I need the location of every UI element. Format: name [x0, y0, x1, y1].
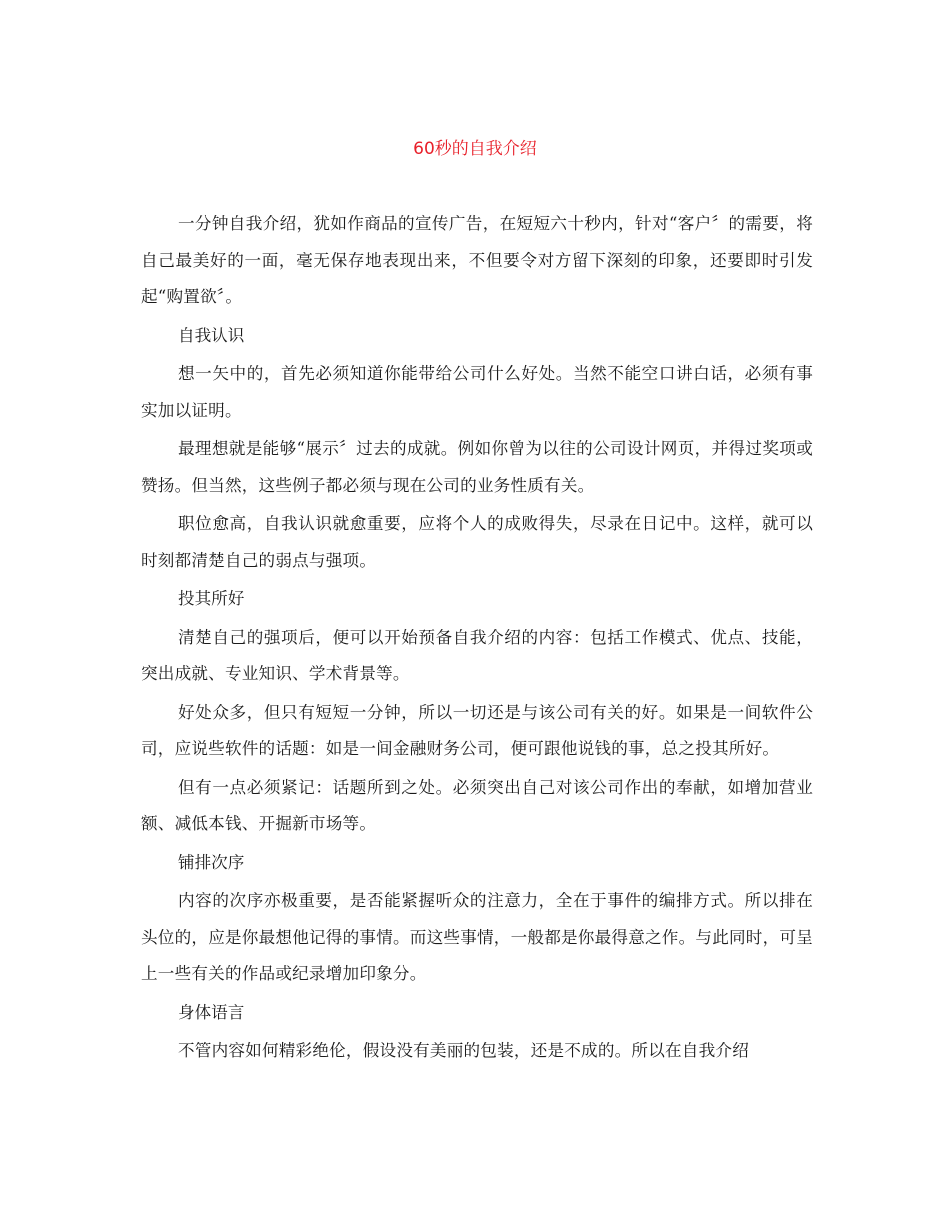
paragraph: 内容的次序亦极重要，是否能紧握听众的注意力，全在于事件的编排方式。所以排在头位的，应是你最想他记得的事情。而这些事情，一般都是你最得意之作。与此同时，可呈上一些有关的作品或纪录增加印象分。 — [141, 891, 813, 983]
paragraph: 最理想就是能够“展示〞过去的成就。例如你曾为以往的公司设计网页，并得过奖项或赞扬。但当然，这些例子都必须与现在公司的业务性质有关。 — [141, 439, 813, 495]
paragraph: 好处众多，但只有短短一分钟，所以一切还是与该公司有关的好。如果是一间软件公司，应说些软件的话题：如是一间金融财务公司，便可跟他说钱的事，总之投其所好。 — [141, 702, 813, 758]
section-heading: 自我认识 — [178, 325, 245, 345]
section-heading: 投其所好 — [178, 589, 245, 608]
page-title: 60秒的自我介绍 — [413, 139, 537, 159]
paragraph: 职位愈高，自我认识就愈重要，应将个人的成败得失，尽录在日记中。这样，就可以时刻都清楚自己的弱点与强项。 — [141, 514, 813, 570]
section-heading: 铺排次序 — [178, 852, 245, 872]
paragraph: 但有一点必须紧记：话题所到之处。必须突出自己对该公司作出的奉献，如增加营业额、减低本钱、开掘新市场等。 — [141, 777, 813, 833]
paragraph: 想一矢中的，首先必须知道你能带给公司什么好处。当然不能空口讲白话，必须有事实加以证明。 — [141, 364, 813, 420]
document-body — [141, 206, 813, 1072]
section-heading: 身体语言 — [178, 1002, 245, 1022]
paragraph: 一分钟自我介绍，犹如作商品的宣传广告，在短短六十秒内，针对“客户〞的需要，将自己最美好的一面，毫无保存地表现出来，不但要令对方留下深刻的印象，还要即时引发起“购置欲〞。 — [141, 214, 813, 306]
paragraph: 清楚自己的强项后，便可以开始预备自我介绍的内容：包括工作模式、优点、技能，突出成就、专业知识、学术背景等。 — [141, 627, 813, 683]
paragraph: 不管内容如何精彩绝伦，假设没有美丽的包装，还是不成的。所以在自我介绍 — [178, 1041, 749, 1060]
